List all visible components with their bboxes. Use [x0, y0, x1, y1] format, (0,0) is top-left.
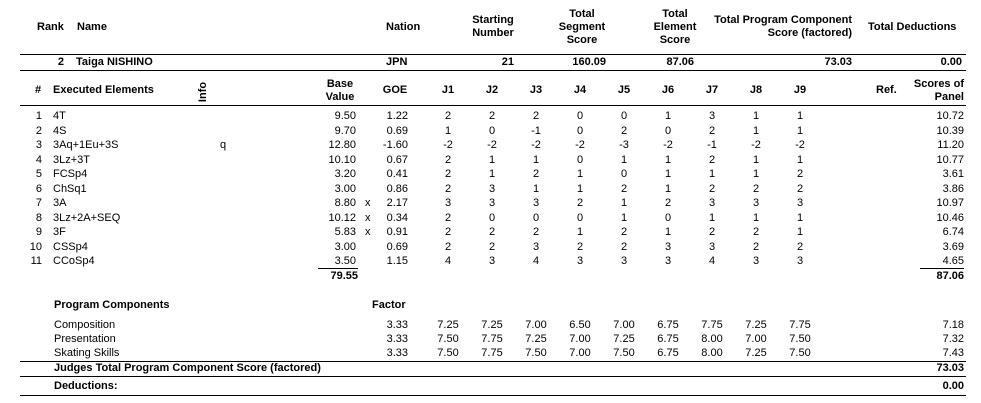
element-judge-score: 0 — [664, 125, 672, 137]
element-judge-score: 2 — [664, 197, 672, 209]
element-judge-score: 1 — [796, 154, 804, 166]
element-judge-score: 1 — [752, 125, 760, 137]
element-judge-score: 3 — [532, 241, 540, 253]
element-name: 3Lz+3T — [53, 154, 90, 166]
element-num: 2 — [35, 125, 42, 137]
element-judge-score: 2 — [752, 241, 760, 253]
component-judge-score: 7.50 — [437, 333, 459, 345]
element-base-value: 10.12 — [328, 212, 356, 224]
element-num: 3 — [35, 139, 42, 151]
element-judge-score: 1 — [708, 212, 716, 224]
element-x-marker: x — [365, 212, 371, 224]
element-judge-score: 4 — [532, 255, 540, 267]
component-judge-score: 7.50 — [613, 347, 635, 359]
element-goe: 0.86 — [386, 183, 408, 195]
element-judge-score: 2 — [708, 183, 716, 195]
col-scores-of-panel: Scores of Panel — [913, 78, 964, 103]
element-judge-score: 1 — [752, 110, 760, 122]
element-judge-score: 0 — [488, 125, 496, 137]
component-judge-score: 7.25 — [481, 319, 503, 331]
component-judge-score: 7.25 — [525, 333, 547, 345]
element-name: FCSp4 — [53, 168, 88, 180]
element-judge-score: 1 — [752, 154, 760, 166]
element-judge-score: 3 — [708, 241, 716, 253]
component-judge-score: 7.25 — [613, 333, 635, 345]
element-judge-score: -2 — [487, 139, 497, 151]
element-judge-score: -2 — [531, 139, 541, 151]
component-judge-score: 8.00 — [701, 333, 723, 345]
element-judge-score: 0 — [532, 212, 540, 224]
element-num: 10 — [29, 241, 42, 253]
element-judge-score: 1 — [664, 110, 672, 122]
element-judge-score: -2 — [751, 139, 761, 151]
judge-header-4: J4 — [573, 84, 587, 96]
element-judge-score: 2 — [620, 241, 628, 253]
judges-total-label: Judges Total Program Component Score (factored) — [54, 362, 321, 374]
judge-header-3: J3 — [529, 84, 543, 96]
element-judge-score: 1 — [708, 168, 716, 180]
element-num: 9 — [35, 226, 42, 238]
element-goe: 2.17 — [386, 197, 408, 209]
element-base-value: 3.50 — [334, 255, 356, 267]
header-nation: Nation — [386, 21, 421, 33]
element-name: 3Lz+2A+SEQ — [53, 212, 121, 224]
skater-pcs: 73.03 — [824, 56, 852, 68]
element-judge-score: 1 — [444, 125, 452, 137]
header-rank: Rank — [37, 21, 64, 33]
component-judge-score: 7.00 — [745, 333, 767, 345]
element-base-value: 5.83 — [334, 226, 356, 238]
component-judge-score: 7.00 — [569, 333, 591, 345]
element-goe: -1.60 — [382, 139, 408, 151]
element-num: 4 — [35, 154, 42, 166]
element-judge-score: 1 — [576, 183, 584, 195]
element-judge-score: -2 — [443, 139, 453, 151]
col-info: Info — [196, 81, 209, 103]
element-judge-score: -1 — [531, 125, 541, 137]
element-judge-score: 2 — [488, 241, 496, 253]
element-judge-score: -1 — [707, 139, 717, 151]
element-panel-score: 6.74 — [942, 226, 964, 238]
element-panel-score: 3.86 — [942, 183, 964, 195]
element-judge-score: 3 — [576, 255, 584, 267]
element-panel-score: 11.20 — [937, 139, 964, 151]
element-judge-score: 0 — [576, 212, 584, 224]
element-judge-score: 1 — [752, 168, 760, 180]
element-judge-score: 1 — [576, 168, 584, 180]
skater-tss: 160.09 — [572, 56, 606, 68]
element-judge-score: 2 — [708, 226, 716, 238]
element-num: 5 — [35, 168, 42, 180]
element-judge-score: 3 — [796, 255, 804, 267]
element-judge-score: 2 — [752, 226, 760, 238]
element-name: 3A — [53, 197, 67, 209]
component-judge-score: 7.00 — [613, 319, 635, 331]
element-name: CCoSp4 — [53, 255, 95, 267]
element-judge-score: 1 — [664, 226, 672, 238]
element-judge-score: 2 — [444, 168, 452, 180]
col-ref: Ref. — [876, 84, 897, 96]
element-judge-score: 3 — [752, 255, 760, 267]
component-judge-score: 7.75 — [789, 319, 811, 331]
component-judge-score: 7.50 — [789, 333, 811, 345]
element-num: 6 — [35, 183, 42, 195]
element-judge-score: 0 — [488, 212, 496, 224]
element-judge-score: 1 — [620, 154, 628, 166]
element-judge-score: -2 — [575, 139, 585, 151]
component-judge-score: 7.75 — [481, 333, 503, 345]
skater-name: Taiga NISHINO — [76, 56, 153, 68]
element-base-value: 9.70 — [334, 125, 356, 137]
element-name: ChSq1 — [53, 183, 87, 195]
element-judge-score: 1 — [620, 197, 628, 209]
header-name: Name — [77, 21, 107, 33]
element-judge-score: 2 — [708, 125, 716, 137]
element-panel-score: 3.61 — [942, 168, 964, 180]
element-judge-score: 2 — [444, 154, 452, 166]
col-num: # — [35, 84, 42, 96]
element-base-value: 9.50 — [334, 110, 356, 122]
element-judge-score: 0 — [576, 125, 584, 137]
component-judge-score: 7.50 — [437, 347, 459, 359]
element-judge-score: 1 — [664, 168, 672, 180]
element-judge-score: 2 — [532, 168, 540, 180]
element-base-value: 3.00 — [334, 241, 356, 253]
element-judge-score: 1 — [488, 154, 496, 166]
component-judge-score: 6.75 — [657, 347, 679, 359]
element-panel-score: 10.97 — [936, 197, 964, 209]
element-judge-score: 3 — [796, 197, 804, 209]
element-judge-score: 2 — [576, 197, 584, 209]
element-judge-score: 4 — [708, 255, 716, 267]
element-judge-score: 2 — [532, 226, 540, 238]
element-panel-score: 10.77 — [936, 154, 964, 166]
element-judge-score: 3 — [752, 197, 760, 209]
element-x-marker: x — [365, 197, 371, 209]
judge-header-6: J6 — [661, 84, 675, 96]
element-panel-score: 10.72 — [936, 110, 964, 122]
element-panel-score: 10.39 — [936, 125, 964, 137]
bottom-divider — [20, 395, 966, 396]
element-judge-score: 3 — [708, 110, 716, 122]
element-judge-score: -3 — [619, 139, 629, 151]
element-judge-score: 3 — [488, 183, 496, 195]
element-judge-score: 1 — [664, 154, 672, 166]
element-judge-score: 1 — [664, 183, 672, 195]
component-judge-score: 7.00 — [569, 347, 591, 359]
element-info: q — [220, 139, 227, 151]
element-judge-score: 0 — [620, 168, 628, 180]
pc-title: Program Components — [54, 299, 170, 311]
element-panel-score: 10.46 — [936, 212, 964, 224]
element-goe: 0.67 — [386, 154, 408, 166]
element-judge-score: 1 — [488, 168, 496, 180]
component-judge-score: 7.75 — [701, 319, 723, 331]
element-num: 11 — [30, 255, 42, 267]
judge-header-5: J5 — [617, 84, 631, 96]
element-judge-score: 3 — [664, 241, 672, 253]
elements-header-divider — [20, 105, 966, 106]
element-judge-score: -2 — [663, 139, 673, 151]
element-judge-score: 2 — [444, 183, 452, 195]
element-judge-score: 3 — [444, 197, 452, 209]
skater-starting-number: 21 — [501, 56, 514, 68]
header-divider — [20, 54, 966, 55]
element-judge-score: 1 — [576, 226, 584, 238]
element-base-value: 10.10 — [328, 154, 356, 166]
element-name: 4S — [53, 125, 67, 137]
element-judge-score: 4 — [444, 255, 452, 267]
element-judge-score: 2 — [708, 154, 716, 166]
component-judge-score: 8.00 — [701, 347, 723, 359]
element-goe: 0.69 — [386, 241, 408, 253]
element-num: 7 — [35, 197, 42, 209]
summary-divider — [20, 70, 966, 71]
element-judge-score: 3 — [708, 197, 716, 209]
judge-header-2: J2 — [485, 84, 499, 96]
element-base-value: 3.20 — [334, 168, 356, 180]
component-judge-score: 7.00 — [525, 319, 547, 331]
element-judge-score: 1 — [620, 212, 628, 224]
elements-panel-total: 87.06 — [920, 268, 964, 283]
element-judge-score: 1 — [796, 226, 804, 238]
element-judge-score: 2 — [576, 241, 584, 253]
component-panel-score: 7.32 — [942, 333, 964, 345]
element-judge-score: 0 — [664, 212, 672, 224]
element-judge-score: 2 — [444, 212, 452, 224]
element-goe: 0.41 — [386, 168, 408, 180]
element-goe: 0.34 — [386, 212, 408, 224]
pc-factor-header: Factor — [372, 299, 406, 311]
element-num: 1 — [35, 110, 42, 122]
component-judge-score: 7.25 — [745, 319, 767, 331]
element-judge-score: 1 — [796, 125, 804, 137]
header-total-segment-score: Total Segment Score — [558, 8, 606, 46]
component-panel-score: 7.18 — [942, 319, 964, 331]
element-base-value: 8.80 — [334, 197, 356, 209]
component-name: Presentation — [54, 333, 116, 345]
header-total-pcs: Total Program Component Score (factored) — [714, 14, 852, 39]
elements-base-total: 79.55 — [318, 268, 358, 283]
element-judge-score: 2 — [620, 226, 628, 238]
element-judge-score: 3 — [488, 197, 496, 209]
col-goe: GOE — [382, 84, 408, 96]
element-x-marker: x — [365, 226, 371, 238]
element-judge-score: 0 — [576, 110, 584, 122]
element-judge-score: 2 — [444, 110, 452, 122]
component-judge-score: 6.50 — [569, 319, 591, 331]
component-judge-score: 7.25 — [745, 347, 767, 359]
skater-rank: 2 — [57, 56, 64, 68]
element-num: 8 — [35, 212, 42, 224]
header-total-element-score: Total Element Score — [653, 8, 697, 46]
element-judge-score: 0 — [620, 110, 628, 122]
element-judge-score: 1 — [752, 212, 760, 224]
element-judge-score: 2 — [488, 226, 496, 238]
component-name: Skating Skills — [54, 347, 120, 359]
element-name: 3F — [53, 226, 66, 238]
component-factor: 3.33 — [386, 333, 408, 345]
component-judge-score: 7.75 — [481, 347, 503, 359]
element-name: 4T — [53, 110, 66, 122]
judge-header-8: J8 — [749, 84, 763, 96]
component-factor: 3.33 — [386, 347, 408, 359]
element-goe: 0.91 — [386, 226, 408, 238]
component-judge-score: 7.50 — [789, 347, 811, 359]
element-judge-score: 2 — [752, 183, 760, 195]
component-judge-score: 7.25 — [437, 319, 459, 331]
element-name: 3Aq+1Eu+3S — [53, 139, 119, 151]
element-base-value: 12.80 — [328, 139, 356, 151]
skater-deductions: 0.00 — [940, 56, 962, 68]
element-base-value: 3.00 — [334, 183, 356, 195]
element-name: CSSp4 — [53, 241, 88, 253]
element-judge-score: 1 — [796, 110, 804, 122]
element-panel-score: 3.69 — [942, 241, 964, 253]
element-judge-score: 2 — [796, 183, 804, 195]
element-judge-score: 3 — [620, 255, 628, 267]
col-executed-elements: Executed Elements — [53, 84, 154, 96]
element-judge-score: 2 — [444, 241, 452, 253]
skater-nation: JPN — [386, 56, 408, 68]
component-judge-score: 6.75 — [657, 319, 679, 331]
element-goe: 1.15 — [386, 255, 408, 267]
element-judge-score: 1 — [796, 212, 804, 224]
skater-tes: 87.06 — [666, 56, 694, 68]
element-judge-score: -2 — [795, 139, 805, 151]
component-judge-score: 7.50 — [525, 347, 547, 359]
header-total-deductions: Total Deductions — [868, 21, 957, 33]
element-panel-score: 4.65 — [942, 255, 964, 267]
judges-total-divider — [20, 376, 966, 377]
element-judge-score: 3 — [488, 255, 496, 267]
element-judge-score: 2 — [796, 168, 804, 180]
element-judge-score: 1 — [532, 154, 540, 166]
header-starting-number: Starting Number — [472, 14, 514, 39]
judge-header-9: J9 — [793, 84, 807, 96]
deductions-label: Deductions: — [54, 380, 118, 392]
component-panel-score: 7.43 — [942, 347, 964, 359]
component-judge-score: 6.75 — [657, 333, 679, 345]
element-judge-score: 2 — [620, 125, 628, 137]
element-goe: 0.69 — [386, 125, 408, 137]
element-judge-score: 2 — [444, 226, 452, 238]
component-factor: 3.33 — [386, 319, 408, 331]
element-judge-score: 2 — [620, 183, 628, 195]
element-judge-score: 1 — [532, 183, 540, 195]
element-judge-score: 2 — [532, 110, 540, 122]
component-name: Composition — [54, 319, 116, 331]
element-judge-score: 2 — [488, 110, 496, 122]
judge-header-1: J1 — [441, 84, 455, 96]
element-goe: 1.22 — [386, 110, 408, 122]
element-judge-score: 2 — [796, 241, 804, 253]
element-judge-score: 3 — [532, 197, 540, 209]
element-judge-score: 0 — [576, 154, 584, 166]
col-base-value: Base Value — [325, 78, 355, 103]
judge-header-7: J7 — [705, 84, 719, 96]
judges-total-value: 73.03 — [936, 362, 964, 374]
deductions-value: 0.00 — [942, 380, 964, 392]
element-judge-score: 3 — [664, 255, 672, 267]
